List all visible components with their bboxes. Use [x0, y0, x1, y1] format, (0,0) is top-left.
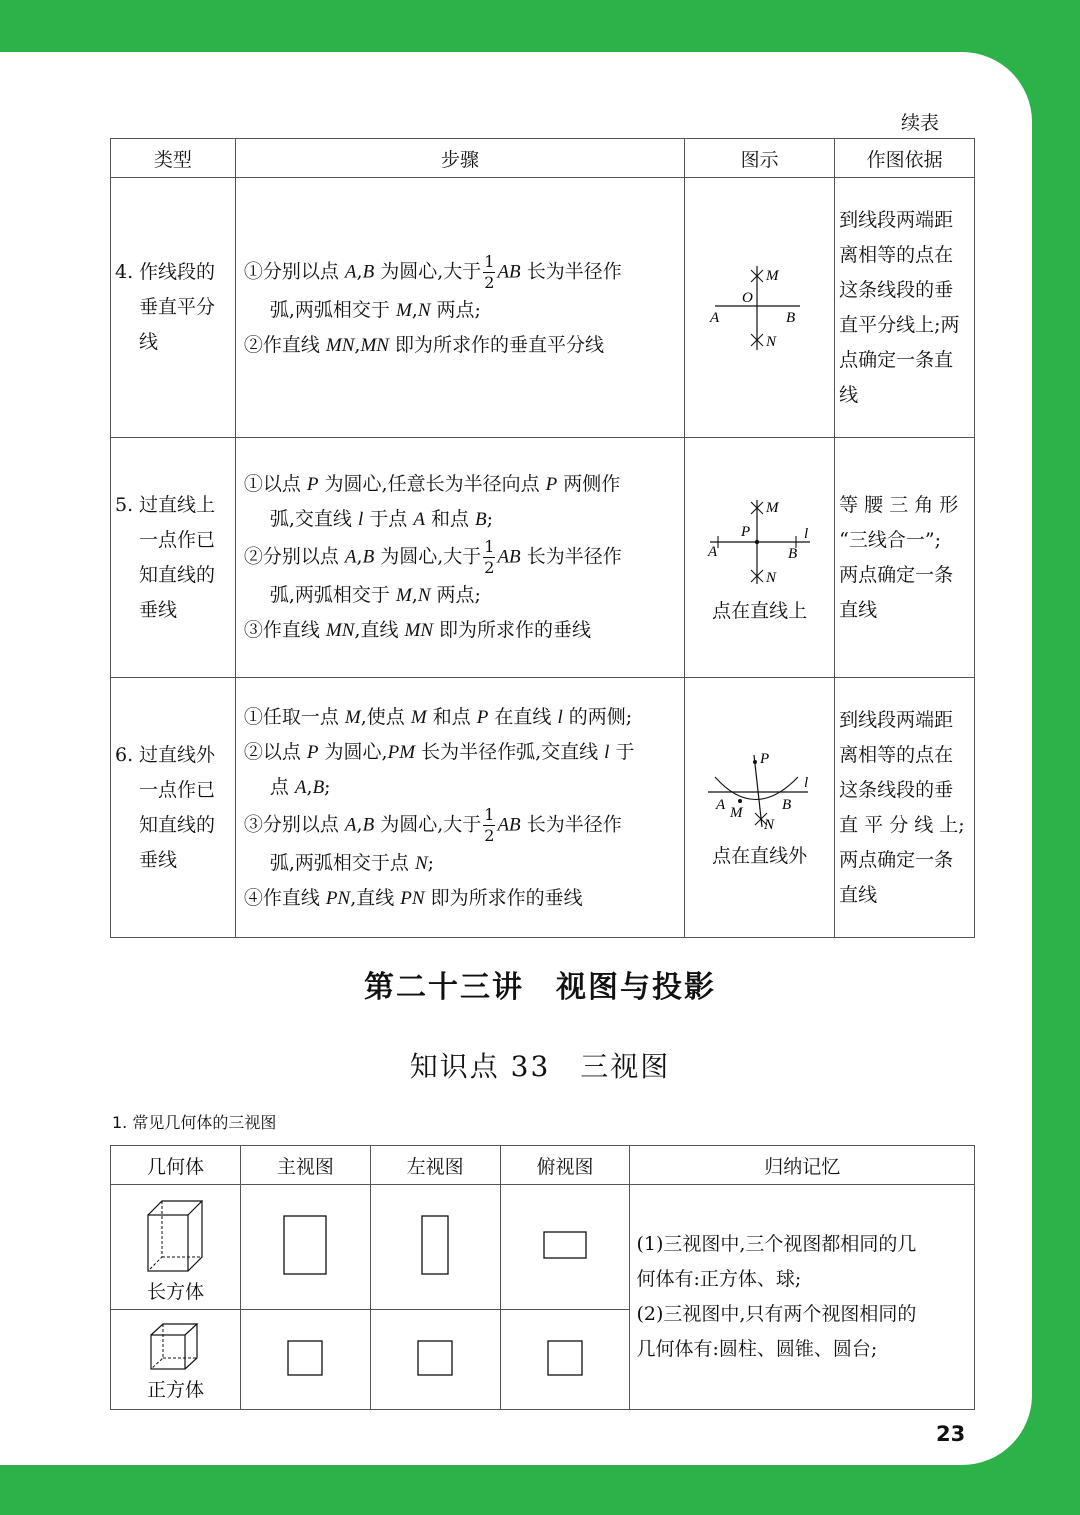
header-steps: 步骤	[235, 139, 684, 178]
table-header-row	[111, 139, 975, 178]
figure-caption: 点在直线上	[712, 600, 808, 622]
table-header-row	[111, 1146, 975, 1185]
solid-cube: 正方体	[111, 1310, 241, 1410]
label-a: A	[709, 309, 719, 326]
left-view-rect	[421, 1215, 449, 1275]
row-figure	[685, 178, 835, 438]
row-basis: 等 腰 三 角 形 “三线合一”; 两点确定一条 直线	[835, 438, 975, 678]
left-view-square	[417, 1340, 453, 1376]
row-basis: 到线段两端距 离相等的点在 这条线段的垂 直 平 分 线 上; 两点确定一条 直线	[835, 678, 975, 938]
section-label: 1. 常见几何体的三视图	[112, 1113, 277, 1132]
svg-text:l: l	[803, 775, 808, 791]
row-basis: 到线段两端距 离相等的点在 这条线段的垂 直平分线上;两 点确定一条直 线	[835, 178, 975, 438]
label-m: M	[765, 267, 779, 284]
cuboid-figure	[140, 1195, 210, 1275]
row-steps: ①任取一点 M,使点 M 和点 P 在直线 l 的两侧; ②以点 P 为圆心,PM 长为半径作弧,交直线 l 于 点 A,B; ③分别以点 A,B 为圆心,大于 $\frac{1}{2}$ AB 长为半径作 弧,两弧相交于点 N; ④作直线 PN,直线 PN 即为所求作的垂线	[235, 678, 684, 938]
header-type: 类型	[111, 139, 236, 178]
label-n: N	[765, 333, 776, 350]
top-view-square	[547, 1340, 583, 1376]
label-b: B	[785, 309, 795, 326]
row-steps: ①以点 P 为圆心,任意长为半径向点 P 两侧作 弧,交直线 l 于点 A 和点 B; ②分别以点 A,B 为圆心,大于 $\frac{1}{2}$ AB 长为半径作 弧,两弧相交于 M,N 两点; ③作直线 MN,直线 MN 即为所求作的垂线	[235, 438, 684, 678]
svg-text:N: N	[763, 817, 774, 833]
svg-text:N: N	[765, 570, 776, 586]
header-top-view: 俯视图	[500, 1146, 630, 1185]
row-type: 6. 过直线外 一点作已 知直线的 垂线	[111, 678, 236, 938]
lecture-title: 第二十三讲 视图与投影	[364, 970, 716, 1005]
svg-text:l: l	[803, 526, 808, 542]
cube-front-view	[240, 1310, 370, 1410]
header-figure: 图示	[685, 139, 835, 178]
perpendicular-on-line-figure	[700, 492, 820, 592]
row-steps: ①分别以点 A,B 为圆心,大于 $\frac{1}{2}$ AB 长为半径作 弧,两弧相交于 M,N 两点; ②作直线 MN,MN 即为所求作的垂直平分线	[235, 178, 684, 438]
label-o: O	[741, 289, 753, 306]
front-view-rect	[283, 1215, 327, 1275]
construction-table	[110, 138, 975, 938]
knowledge-point-title: 知识点 33 三视图	[409, 1050, 671, 1083]
fraction-one-half: $\frac{1}{2}$	[484, 252, 495, 292]
row-figure	[685, 678, 835, 938]
cuboid-left-view	[370, 1185, 500, 1310]
top-view-rect	[543, 1231, 587, 1259]
figure-caption: 点在直线外	[712, 845, 808, 867]
svg-text:A: A	[707, 544, 717, 560]
header-summary: 归纳记忆	[630, 1146, 975, 1185]
front-view-square	[287, 1340, 323, 1376]
three-views-table	[110, 1145, 975, 1410]
header-basis: 作图依据	[835, 139, 975, 178]
perpendicular-off-line-figure	[700, 747, 820, 837]
page-number: 23	[936, 1422, 966, 1446]
header-left-view: 左视图	[370, 1146, 500, 1185]
svg-text:M: M	[729, 805, 743, 821]
header-front-view: 主视图	[240, 1146, 370, 1185]
table-row	[111, 678, 975, 938]
table-row	[111, 438, 975, 678]
svg-text:M: M	[765, 500, 779, 516]
svg-text:B: B	[781, 797, 791, 813]
continued-table-label: 续表	[901, 112, 940, 134]
cuboid-top-view	[500, 1185, 630, 1310]
row-figure	[685, 438, 835, 678]
svg-text:A: A	[715, 797, 725, 813]
fraction-one-half: $\frac{1}{2}$	[484, 804, 495, 845]
svg-text:B: B	[787, 546, 797, 562]
row-type: 5. 过直线上 一点作已 知直线的 垂线	[111, 438, 236, 678]
cube-top-view	[500, 1310, 630, 1410]
fraction-one-half: $\frac{1}{2}$	[484, 537, 495, 577]
svg-text:P: P	[740, 524, 750, 540]
table-row	[111, 1185, 975, 1310]
cube-left-view	[370, 1310, 500, 1410]
cube-figure	[147, 1321, 203, 1373]
summary-notes: (1)三视图中,三个视图都相同的几 何体有:正方体、球; (2)三视图中,只有两个视图相同的 几何体有:圆柱、圆锥、圆台;	[630, 1185, 975, 1410]
row-type: 4. 作线段的 垂直平分 线	[111, 178, 236, 438]
svg-text:P: P	[759, 751, 769, 767]
solid-cuboid: 长方体	[111, 1185, 241, 1310]
cuboid-front-view	[240, 1185, 370, 1310]
header-solid: 几何体	[111, 1146, 241, 1185]
table-row	[111, 178, 975, 438]
perpendicular-bisector-figure	[700, 258, 820, 358]
